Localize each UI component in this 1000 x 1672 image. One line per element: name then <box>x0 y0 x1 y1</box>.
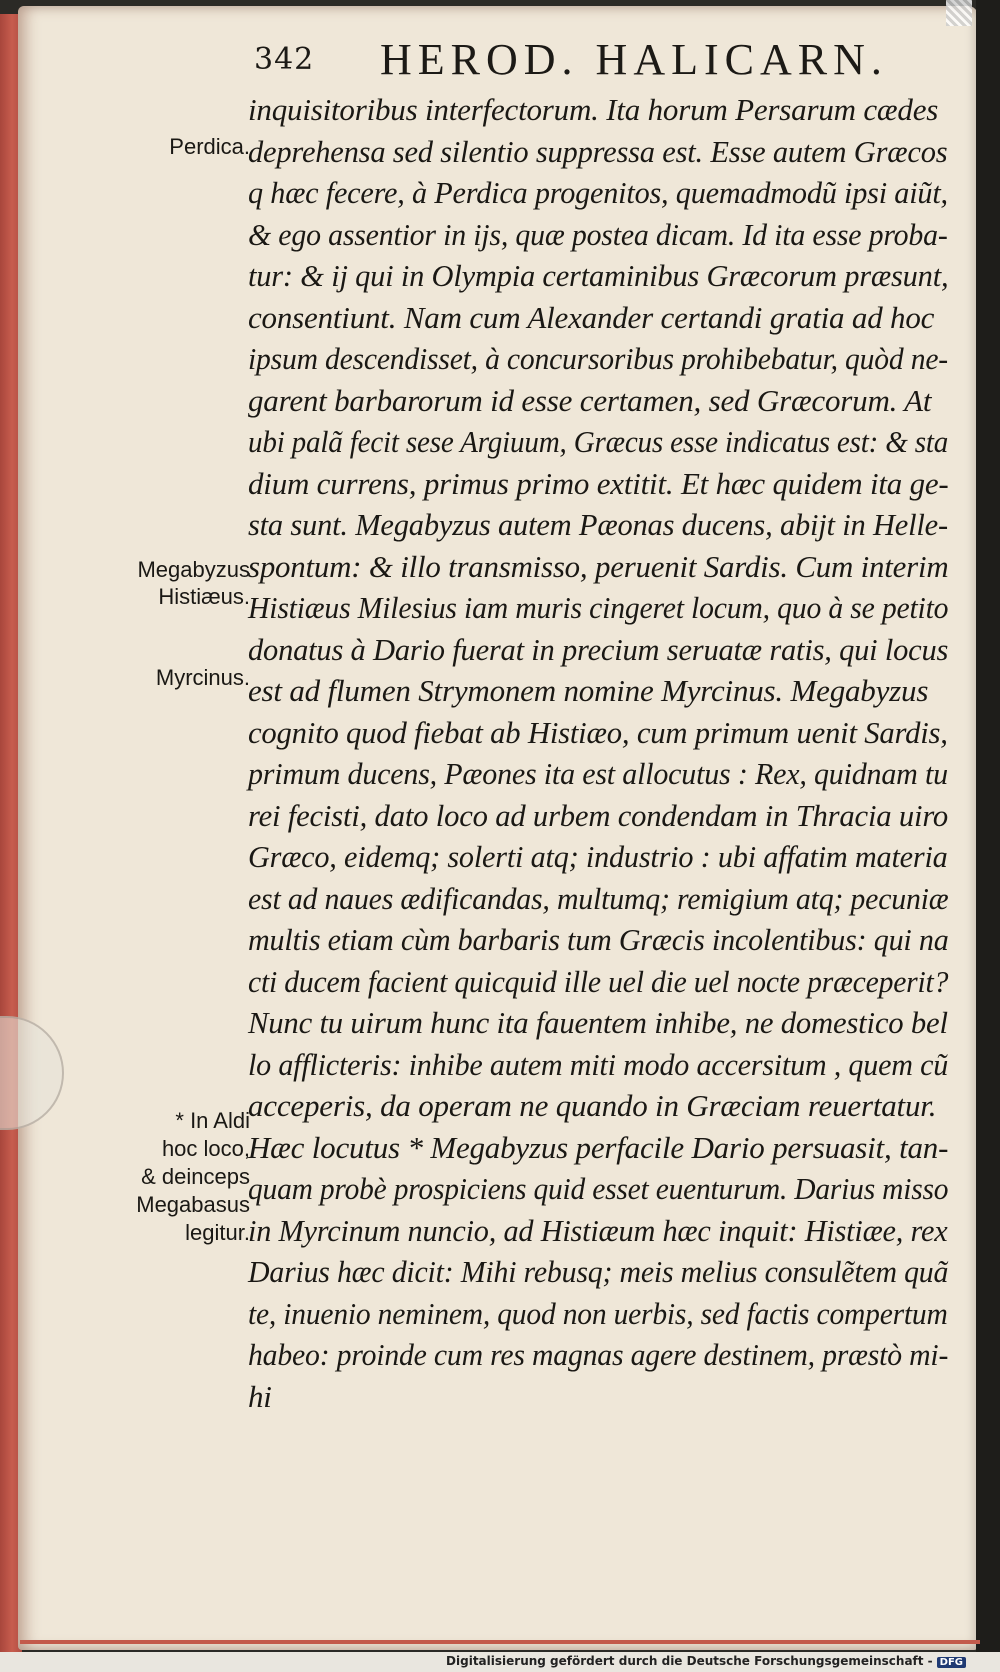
text-line: spontum: & illo transmisso, peruenit Sardis. Cum interim <box>248 548 949 584</box>
color-calibration-strip <box>946 0 972 26</box>
text-line: dium currens, primus primo extitit. Et hæc quidem ita ge- <box>248 465 949 501</box>
page-header <box>250 34 930 84</box>
text-line: rei fecisti, dato loco ad urbem condendam in Thracia uiro <box>248 797 949 833</box>
running-head: HEROD. HALICARN. <box>380 35 888 84</box>
footer-credit <box>446 1654 966 1668</box>
text-line: garent barbarorum id esse certamen, sed Græcorum. At <box>248 382 932 418</box>
text-line: primum ducens, Pæones ita est allocutus : Rex, quidnam tu <box>248 756 948 791</box>
text-line: tur: & ij qui in Olympia certaminibus Græcorum præsunt, <box>248 258 949 293</box>
dfg-logo: DFG <box>937 1657 966 1668</box>
text-line: acceperis, da operam ne quando in Græciam reuertatur. <box>248 1088 937 1123</box>
margin-note-aldi-5: legitur. <box>185 1220 250 1245</box>
text-line: inquisitoribus interfectorum. Ita horum Persarum cædes <box>248 92 939 127</box>
text-line: donatus à Dario fuerat in precium seruatæ ratis, qui locus <box>248 631 949 667</box>
margin-note-histiaeus: Histiæus. <box>158 584 250 609</box>
page-number: 342 <box>254 42 315 77</box>
margin-note-aldi-4: Megabasus <box>136 1192 250 1217</box>
text-line: est ad naues ædificandas, multumq; remigium atq; pecuniæ <box>248 880 949 916</box>
footer-credit-text: Digitalisierung gefördert durch die Deutsche Forschungsgemeinschaft - <box>446 1654 933 1668</box>
margin-note-aldi-3: & deinceps <box>141 1164 250 1189</box>
text-line: Hæc locutus * Megabyzus perfacile Dario persuasit, tan- <box>248 1129 949 1165</box>
text-line: te, inuenio neminem, quod non uerbis, sed factis compertum <box>248 1295 948 1331</box>
text-line: deprehensa sed silentio suppressa est. Esse autem Græcos <box>248 133 948 169</box>
text-line: ipsum descendisset, à concursoribus prohibebatur, quòd ne- <box>248 341 948 376</box>
text-line: Histiæus Milesius iam muris cingeret locum, quo à se petito <box>248 590 949 625</box>
margin-note-myrcinus: Myrcinus. <box>155 665 250 690</box>
margin-note-megabyzus: Megabyzus <box>137 557 250 582</box>
text-line: ubi palã fecit sese Argiuum, Græcus esse indicatus est: & sta <box>248 424 949 459</box>
text-line: lo afflicteris: inhibe autem miti modo accersitum , quem cũ <box>248 1046 949 1082</box>
text-line: cognito quod fiebat ab Histiæo, cum primum uenit Sardis, <box>248 714 948 750</box>
text-line: est ad flumen Strymonem nomine Myrcinus. Megabyzus <box>248 673 929 708</box>
text-line: cti ducem facient quicquid ille uel die uel nocte præceperit? <box>248 963 949 999</box>
text-line: quam probè prospiciens quid esset euenturum. Darius misso <box>248 1171 949 1206</box>
text-line: hi <box>248 1378 272 1414</box>
text-line: Darius hæc dicit: Mihi rebusq; meis melius consulẽtem quã <box>248 1254 949 1289</box>
text-line: Græco, eidemq; solerti atq; industrio : ubi affatim materia <box>248 839 948 874</box>
text-line: multis etiam cùm barbaris tum Græcis incolentibus: qui na <box>248 922 949 957</box>
margin-note-aldi-1: * In Aldi <box>175 1108 250 1133</box>
text-line: Nunc tu uirum hunc ita fauentem inhibe, ne domestico bel <box>248 1005 948 1040</box>
text-line: consentiunt. Nam cum Alexander certandi gratia ad hoc <box>248 299 935 335</box>
text-line: sta sunt. Megabyzus autem Pæonas ducens, abijt in Helle- <box>248 507 948 542</box>
margin-note-aldi-2: hoc loco, <box>161 1136 250 1161</box>
margin-note-perdica: Perdica. <box>169 134 250 159</box>
text-line: & ego assentior in ijs, quæ postea dicam. Id ita esse proba- <box>248 216 948 252</box>
background-edge <box>976 0 1000 1672</box>
page-bottom-edge <box>20 1640 980 1644</box>
margin-notes <box>0 0 250 1600</box>
text-line: in Myrcinum nuncio, ad Histiæum hæc inquit: Histiæe, rex <box>248 1212 948 1248</box>
text-line: habeo: proinde cum res magnas agere destinem, præstò mi- <box>248 1337 949 1372</box>
text-line: q hæc fecere, à Perdica progenitos, quemadmodũ ipsi aiũt, <box>248 175 948 210</box>
